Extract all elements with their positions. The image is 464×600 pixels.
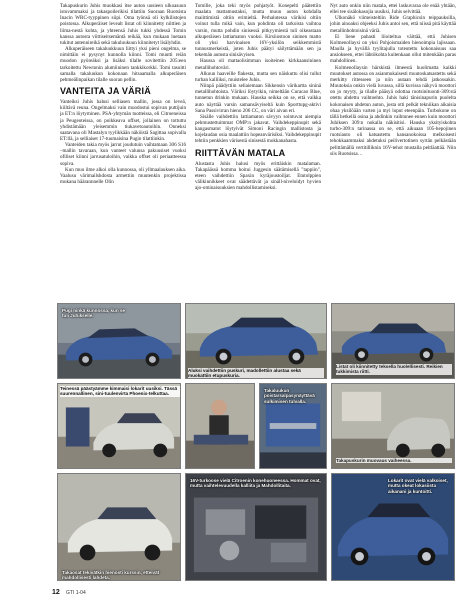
paragraph: Alkuperäiseen takaluukkuun liittyi yksi pieni ongelma, se nimittäin ei pysynyt kunnolla kiinni. Tomi muutti reiän muodon pyöreäksi ja lisäksi tilalle sovitettiin 205:een tarkoitettu Newtonin alumiininen tankkikorkki. Tomi tasoitti samalla takaluukun kokonaan hitsaamalla alkuperäisen pehmeälinpaikan tilalle suoran pellin.: [60, 46, 186, 83]
paragraph: Tomille, joka teki myös pohjatyöt. Konepelti päätettiin maalata mattamustaksi, mutta muun auton kohdalla maiittimistä oltiin erimieltä. Perhalutessa värikisi oltiin voinut tulla mikä vain, kun pohdinta oli tarkoista vaihtoa varsin, mutta pohdin sinisessä pitkyymiestä tuli oikeastaan alkuperäisen lattiamaton vuoksi. Kirsiiostoon sininen matto oli yksi harvinaisen 16V-yksilön seikkemmistä tunnusmerkeistä, joten Juhis päätyi säilyttämään sen ja tekemän autosta sinisävyisen.: [195, 3, 321, 59]
issue-label: GTI 1-04: [66, 590, 86, 596]
paragraph: Alkuun haaveille flakesta, mutta sen näiskuttu olisi tullut turhan kalliiksi, muistelee Juhis.: [195, 70, 321, 83]
subheading-low: RIITTÄVÄN MATALA: [195, 147, 286, 158]
photo-trunk: [259, 383, 327, 469]
photo-caption: Teinessä päästyämme kimmaisi lokarit uusiksi. Tässä suurennallinen, sini-tuulenvirta Phoenix-telkuttaa.: [60, 386, 180, 397]
paragraph: Vanteiden takia myös jarrut joudutuin vaihtamaan 306 S16 –mallin tavaraan, kun vanteet valunsa pakuusiset vuoksi ofiliset kiinni jarrusatuloihin, vaikka offset oli periaatteessa sopiva.: [60, 142, 186, 167]
paragraph: Niinpä päädyttiin seliaiemaan Sikkensin värikartta sininä metallihohtoista. Väriksi löytyikin, nimeltään Curacao Blue, tunnetun drinkin mukaan. Hauska seikka on se, että vaikka auto näyttää varsin samansävyiseltä kuin Sporttupg-aktivi Sana Passivirran hieno 206 CC, on väri aivan eri.: [195, 83, 321, 114]
photo-caption: Takaluukun poistarsalpasynäyttävä sulkimisen tulvalla.: [264, 388, 315, 404]
photo-caption: 16V-turkoose vielä Citroenin konehuoneessa. Hommat ovat, mutta vaihtelevuudella kalliita ja Mahdollitaita.: [190, 478, 321, 489]
photo-garage-fenders: [57, 383, 181, 469]
text-column-2: [195, 3, 321, 302]
paragraph: Alustasta Juhis halusi myös erittäiskin matalaman. Takapäässä homma hoitui Juggesin säätämisellä "tappiin", eteen vaihdettiin Spaxin kyräjoustoiljat. Etutolppien välikinnikkeet ovat säädettävät ja sinäll-niveloidyt hyvien ajo-ominaisuuksien mahdollistamiseksi.: [195, 160, 321, 192]
photo-caption: Aluksi vaihdettiin puskuri, madollettiin alustaa sekä muokattiin etupuskuria.: [188, 368, 324, 379]
photo-caption: Lokarit ovat vielä valkoiset, mutta okeat lokasiista aikanani ja kuntoitti.: [388, 478, 448, 494]
paragraph: Haussa oli mattaolisimman isoiteinen kirkkaansininen metallihohtoväri.: [195, 58, 321, 71]
paragraph: Kolmenollaysin härskistä ilmeestä huolimatta kaikki muutokset autossa on asianmukaisesti muutoskatsastettu sekä merkitty rittesseen ja niin autaan tehdä jatkossakin. Muutoksia onkin vielä luvassa, sillä kuvissa näkyvä moottori on jo myyty, ja tilalle pääsyä odottaa ruotsinituonti-309:stä otettu ahdettu vaihtoehto. Juhis haki tänisinapurin puolelta kokonaisen ahdetun auton, josta otti pelkät tekniikan aikaisia ohaa yksilöään varten ja myi loput eteenpäin. Turbokone on tällä hetkellä osina ja ahdinkin vaihtunee ennen kuin moottori Juhiksen 309:n nokalla näkisitisi. Hauska yksityiskohta turbo-309:n tarinassa on se, että aikuaan 105-hepojinen ruotsiauto oli katsastettu kansanokoissa melkoisesti tehokkaammaksi ahdetuksi peilivertotinen syrtän pelkästään pelittämällä vertitilliknin 16V-tehot mustalla peltläattää. Niin siis Ruotsissa…: [330, 64, 456, 157]
paragraph: Takapuskurin Juhis muokkasi itse auton uusieen ulkoasuun istuvammaksi ja takaspoilerikisi tilattiin Suoraan Ruotsista Inacin WRC-tyyppinen siipi. Oma työnsä oli kylkilistojen poistossa. Alkuperäiset levealt listat oli kiinnitetty niittien ja liima-nestä kohta, ja yhteensä Juhis tukki yhdessä Tomin kanssa autosta viittiseitsemäntä reikää, kun mukaan luetaan tukitut antennireikä sekä takuluukuun kiinnitetyt lisälyhdin.: [60, 3, 186, 46]
photo-car-final: [331, 473, 455, 581]
paragraph: Ei liene pahasti liioiteltua väittää, että Juhisen Kolmenollaysi on yksi Pohjoismaiden hienoimpia lajissaan. Maulla ja hyvällä tyylitajulla toteutettu kokonaisuus saa ansiokseen, ettei lähtökohta kuitenkaan ollut mitenkään paras mahdollinen.: [330, 33, 456, 65]
photo-caption: Takapuskurin muovaus vaiheessa.: [336, 458, 452, 463]
photo-caption: Pugi ninkä kunnossa, kun se tuli Juhikselle.: [62, 308, 126, 319]
paragraph: Vanteiksi Juhis halusi selliasen mallin, jossa on leveä, kiiltävä reuna. Ongelmaksi vain muodostui sopivan puttijuin ja ET:n löytyminen. PSA-yhtymän tuotteissa, eli Citroeneissa ja Peugeoteissa, on poikkeava offset, jollainen on tottuttu yhdistämään yleisemmin tiukavetoautoihin. Onneksi saatavana oli Mastalyn tyylikkään näköistä Sagittaa sopivalla ET:llä, ja selliaiset 17-tuumaisina Pugin tilattiinkin.: [60, 99, 186, 142]
subheading-color: VANTEITA JA VÄRIÄ: [60, 86, 151, 97]
text-column-3: [330, 3, 456, 302]
text-column-1: [60, 3, 186, 302]
article-text: [60, 3, 456, 302]
photo-rear-bumper: [331, 383, 455, 469]
photo-caption: Listat oli kiinnitetty teksella huolellisesti. Reikien tukkimista riitti.: [336, 364, 452, 375]
paragraph: Ulkonäkö viimeisteltiin Ride Graphicsin teippauksilla, johin ainoaksi ohjeeksi Juhis antoi sen, että niissä pitä käyttää metallinhohtoisinä väriä.: [330, 15, 456, 34]
photo-engine-bay: [185, 473, 327, 581]
page-number: 12: [52, 589, 60, 596]
photo-worker: [185, 383, 255, 469]
paragraph: Nyt auto onkin niin matala, ettei laskuvaraa ole enää yhtään, ellei tee sisälokasojia uusiksi, Juhis selvittää.: [330, 3, 456, 16]
photo-caption: Takaosat tekivätkin hienosti kurssin, etteivät mahdollisesti lahdeta.: [62, 570, 160, 581]
paragraph: Sisälle vaihdettiin lattiamaton sävyyn sointuvat aiempia pehmustettuimmat OMP:n jakavat. Vaihdekeppinupit sekä kangasmatot löytyivät Simoni Racingin mallistosta ja kojelaudan osia maalattiin hopeanvärisiksi. Vaihdekeppinupit tehtiin penkkien värisestä sinisestä mokkanahasta.: [195, 113, 321, 145]
photo-car-side: [331, 303, 455, 379]
photo-car-before: [57, 303, 181, 379]
photo-workshop: [57, 473, 181, 581]
photo-car-front: [185, 303, 327, 379]
paragraph: Kun muu ilme alkoi olla kunnossa, oli yllmaalauksen aika. Vaalusu värimailshdosta armettiin muutenkin projektissa mukana häärannnelle Olin: [60, 166, 186, 186]
photo-grid: [55, 303, 456, 586]
